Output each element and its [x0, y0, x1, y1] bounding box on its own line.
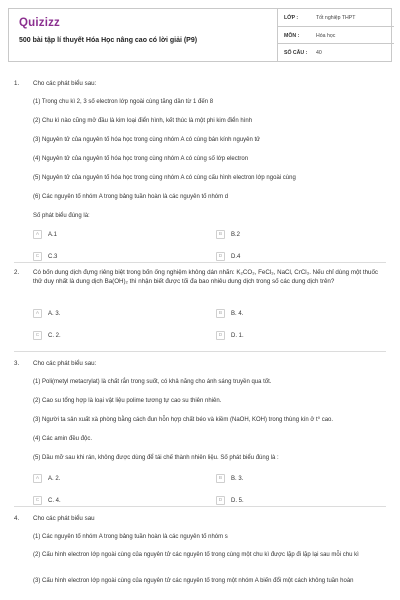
choice-letter-box: D	[216, 252, 225, 261]
worksheet-header	[8, 8, 392, 62]
statement: (2) Chu kì nào cũng mở đầu là kim loại điển hình, kết thúc là một phi kim điển hình	[33, 118, 253, 124]
statement: (1) Các nguyên tố nhóm A trong bảng tuần hoàn là các nguyên tố nhóm s	[33, 534, 228, 540]
choice-letter-box: A	[33, 309, 42, 318]
choice-letter-box: C	[33, 496, 42, 505]
question-divider	[14, 351, 386, 352]
question-number: 3.	[14, 360, 20, 367]
statement: (4) Các amin đều độc.	[33, 436, 93, 442]
question-number: 4.	[14, 515, 20, 522]
meta-row-class	[278, 9, 394, 26]
statement: (1) Trong chu kì 2, 3 số electron lớp ngoài cùng tăng dần từ 1 đến 8	[33, 99, 214, 105]
choice-letter-box: C	[33, 331, 42, 340]
meta-value: 40	[316, 50, 322, 56]
choice-text: D. 1.	[231, 332, 244, 339]
choice-letter-box: B	[216, 474, 225, 483]
question-text: Cho các phát biểu sau:	[33, 360, 97, 367]
question-text: Cho các phát biểu sau	[33, 515, 95, 522]
statement: (2) Cao su tổng hợp là loại vật liệu polime tương tự cao su thiên nhiên.	[33, 398, 222, 404]
choice-b[interactable]	[216, 309, 366, 320]
choice-letter-box: C	[33, 252, 42, 261]
question-number: 2.	[14, 269, 20, 276]
choice-letter-box: D	[216, 496, 225, 505]
choice-b[interactable]	[216, 230, 366, 241]
worksheet-title: 500 bài tập lí thuyết Hóa Học nâng cao có lời giải (P9)	[19, 37, 198, 44]
meta-key: LỚP :	[284, 15, 299, 21]
statement: (3) Nguyên tử của nguyên tố hóa học trong cùng nhóm A có cùng bán kính nguyên tử	[33, 137, 261, 143]
question-divider	[14, 262, 386, 263]
question-text: Có bốn dung dịch đựng riêng biệt trong bốn ống nghiệm không dán nhãn: K₂CO₃, FeCl₃, NaCl, CrCl₃. Nếu chỉ dùng một thuốc thử duy nhất là dung dịch Ba(OH)₂ thì nhận biết được tối đa bao nhiêu dung dịch trong số các dung dịch trên?	[33, 269, 378, 285]
choice-text: B. 3.	[231, 475, 244, 482]
choice-d[interactable]	[216, 331, 366, 342]
choice-letter-box: B	[216, 230, 225, 239]
statement: Số phát biểu đúng là:	[33, 213, 90, 219]
meta-key: MÔN :	[284, 33, 300, 39]
choice-c[interactable]	[33, 331, 183, 342]
choice-a[interactable]	[33, 474, 183, 485]
statement: (2) Cấu hình electron lớp ngoài cùng của nguyên tử các nguyên tố trong cùng một chu kì được lặp đi lặp lại sau mỗi chu kì	[33, 552, 359, 558]
choice-letter-box: A	[33, 474, 42, 483]
choice-text: B. 4.	[231, 310, 244, 317]
choice-text: B.2	[231, 231, 241, 238]
worksheet-meta	[277, 9, 393, 61]
statement: (3) Cấu hình electron lớp ngoài cùng của nguyên tử các nguyên tố trong một nhóm A biến đổi một cách không tuần hoàn	[33, 578, 354, 584]
choice-a[interactable]	[33, 309, 183, 320]
choice-text: A. 3.	[48, 310, 61, 317]
choice-text: A. 2.	[48, 475, 61, 482]
choice-text: C.3	[48, 253, 58, 260]
choice-letter-box: D	[216, 331, 225, 340]
meta-key: SỐ CÂU :	[284, 50, 308, 56]
statement: (5) Nguyên tử của nguyên tố hóa học trong cùng nhóm A có cùng cấu hình electron lớp ngoài cùng	[33, 175, 296, 181]
question-divider	[14, 506, 386, 507]
choice-letter-box: B	[216, 309, 225, 318]
choice-text: C. 4.	[48, 497, 61, 504]
choice-text: D. 5.	[231, 497, 244, 504]
choice-text: A.1	[48, 231, 58, 238]
choice-b[interactable]	[216, 474, 366, 485]
meta-value: Hóa học	[316, 33, 336, 39]
statement: (6) Các nguyên tố nhóm A trong bảng tuần hoàn là các nguyên tố nhóm d	[33, 194, 229, 200]
statement: (1) Poli(metyl metacrylat) là chất rắn trong suốt, có khả năng cho ánh sáng truyền qua tốt.	[33, 379, 272, 385]
question-number: 1.	[14, 80, 20, 87]
choice-text: C. 2.	[48, 332, 61, 339]
choice-text: D.4	[231, 253, 241, 260]
meta-row-subject	[278, 26, 394, 43]
quizizz-logo: Quizizz	[19, 17, 61, 29]
meta-value: Tốt nghiệp THPT	[316, 15, 356, 21]
question-text: Cho các phát biểu sau:	[33, 80, 97, 87]
statement: (4) Nguyên tử của nguyên tố hóa học trong cùng nhóm A có cùng số lớp electron	[33, 156, 249, 162]
statement: (5) Dầu mỡ sau khi rán, không được dùng để tái chế thành nhiên liệu. Số phát biểu đúng là :	[33, 455, 279, 461]
meta-row-question-count	[278, 43, 394, 60]
statement: (3) Người ta sản xuất xà phòng bằng cách đun hỗn hợp chất béo và kiềm (NaOH, KOH) trong thùng kín ở t⁰ cao.	[33, 417, 334, 423]
choice-a[interactable]	[33, 230, 183, 241]
choice-letter-box: A	[33, 230, 42, 239]
